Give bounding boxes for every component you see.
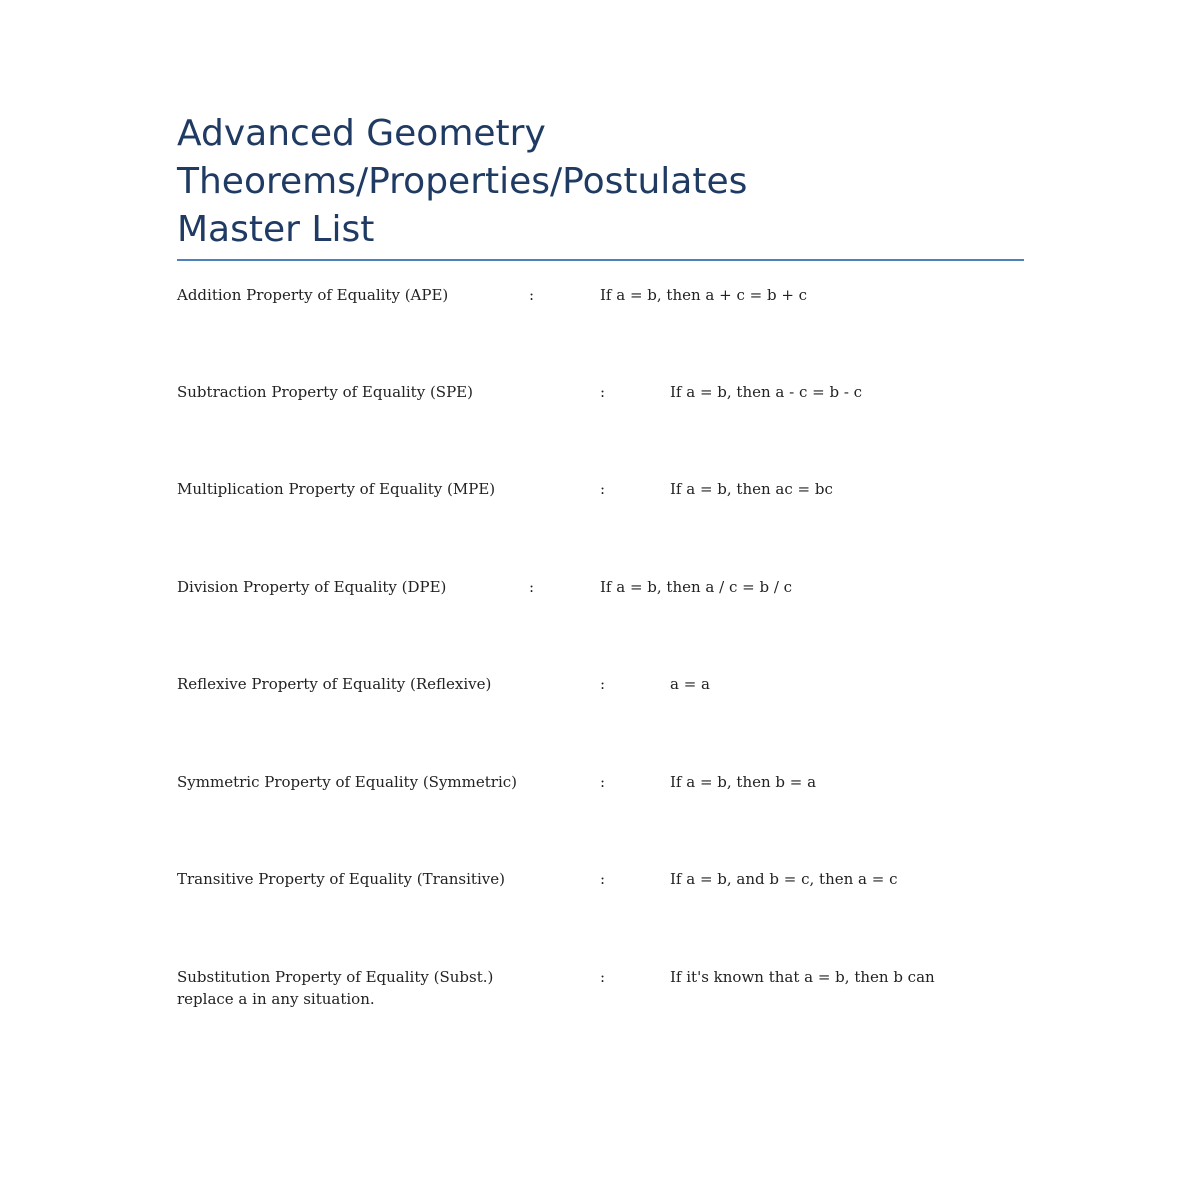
property-statement: If a = b, then a + c = b + c: [600, 286, 808, 304]
title-line-2: Theorems/Properties/Postulates: [177, 161, 748, 202]
property-separator: :: [600, 480, 606, 498]
title-divider: [177, 259, 1024, 261]
property-separator: :: [600, 968, 606, 986]
property-separator: :: [600, 870, 606, 888]
title-line-3: Master List: [177, 209, 375, 250]
property-statement: a = a: [670, 675, 710, 693]
property-statement-continuation: replace a in any situation.: [177, 990, 375, 1008]
property-name: Addition Property of Equality (APE): [177, 286, 449, 304]
property-separator: :: [529, 578, 535, 596]
property-separator: :: [600, 675, 606, 693]
property-separator: :: [600, 773, 606, 791]
document-title: [177, 110, 937, 254]
property-name: Multiplication Property of Equality (MPE): [177, 480, 496, 498]
property-name: Division Property of Equality (DPE): [177, 578, 447, 596]
property-name: Reflexive Property of Equality (Reflexive): [177, 675, 492, 693]
property-name: Symmetric Property of Equality (Symmetric): [177, 773, 517, 791]
property-statement: If it's known that a = b, then b can: [670, 968, 935, 986]
property-statement: If a = b, then a / c = b / c: [600, 578, 793, 596]
property-statement: If a = b, then ac = bc: [670, 480, 833, 498]
property-statement: If a = b, then a - c = b - c: [670, 383, 863, 401]
property-statement: If a = b, and b = c, then a = c: [670, 870, 898, 888]
property-separator: :: [600, 383, 606, 401]
property-name: Substitution Property of Equality (Subst.): [177, 968, 494, 986]
property-separator: :: [529, 286, 535, 304]
property-name: Transitive Property of Equality (Transitive): [177, 870, 505, 888]
title-line-1: Advanced Geometry: [177, 113, 546, 154]
property-statement: If a = b, then b = a: [670, 773, 817, 791]
property-name: Subtraction Property of Equality (SPE): [177, 383, 473, 401]
